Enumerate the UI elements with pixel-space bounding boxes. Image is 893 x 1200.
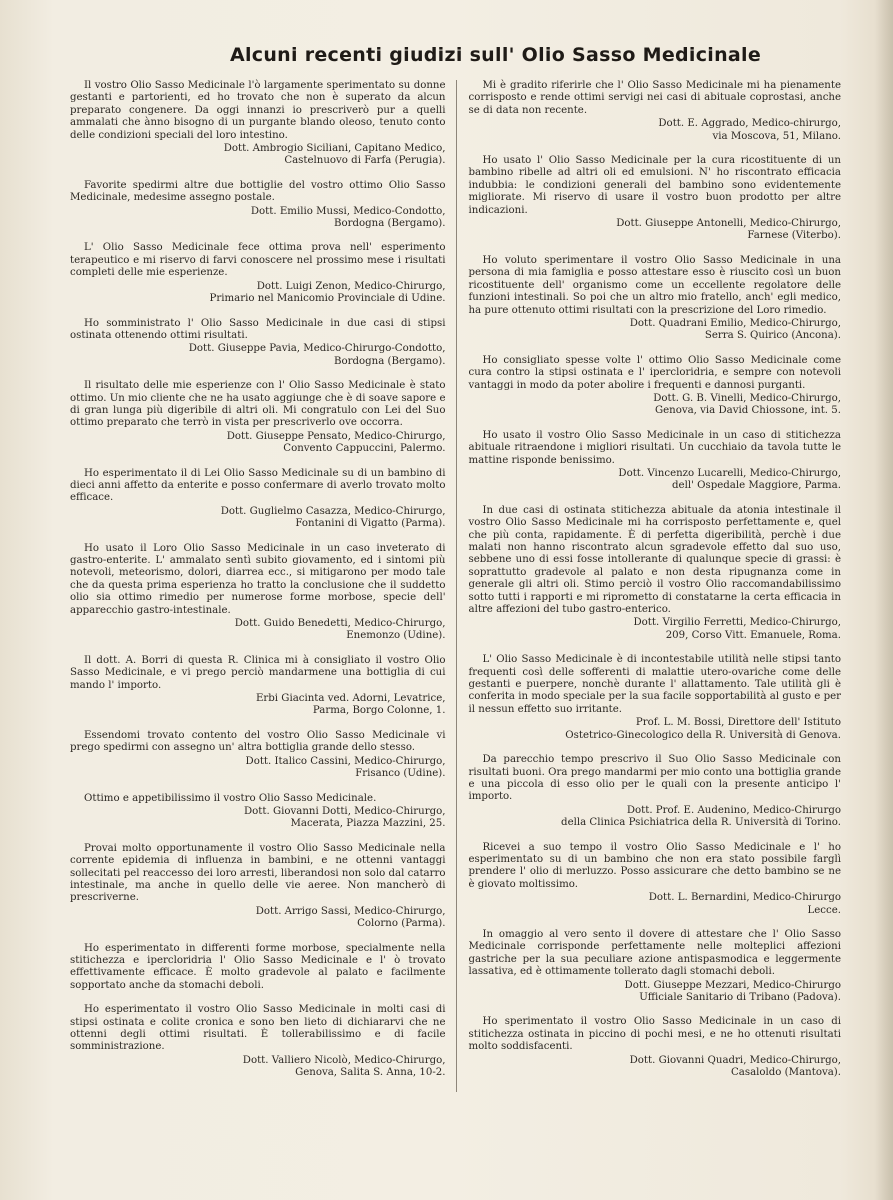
- testimonial-text: Ho sperimentato il vostro Olio Sasso Medicinale in un caso di stitichezza ostinata in piccino di pochi mesi, e ne ho ottenuti risultati molto soddisfacenti.: [468, 1016, 841, 1053]
- page-title: Alcuni recenti giudizi sull' Olio Sasso Medicinale: [229, 44, 762, 66]
- testimonial-text: Ho voluto sperimentare il vostro Olio Sasso Medicinale in una persona di mia famiglia e posso attestare esso è riuscito così un buon ricostituente dell' organismo come un eccellente regolatore delle funzioni intestinali. So poi che un altro mio fratello, anch' egli medico, ha pure ottenuto ottimi risultati con la prescrizione del Loro rimedio.: [468, 254, 841, 316]
- testimonial-place: Bordogna (Bergamo).: [333, 355, 446, 367]
- testimonial-signature: Dott. Prof. E. Audenino, Medico-Chirurgo: [626, 804, 841, 816]
- testimonial-signature: Dott. Italico Cassini, Medico-Chirurgo,: [245, 755, 446, 767]
- testimonial-signature: Dott. Emilio Mussi, Medico-Condotto,: [250, 205, 446, 217]
- testimonial-place: Frisanco (Udine).: [355, 768, 446, 780]
- testimonial-place: Fontanini di Vigatto (Parma).: [295, 518, 446, 530]
- testimonial-signature: Dott. Valliero Nicolò, Medico-Chirurgo,: [242, 1054, 446, 1066]
- testimonial-entry: [70, 730, 446, 781]
- testimonial-signature: Dott. Quadrani Emilio, Medico-Chirurgo,: [629, 317, 841, 329]
- testimonial-place: Macerata, Piazza Mazzini, 25.: [290, 818, 446, 830]
- testimonial-entry: [469, 355, 842, 418]
- testimonial-signature: Erbi Giacinta ved. Adorni, Levatrice,: [255, 693, 446, 705]
- testimonial-text: Ho esperimentato in differenti forme morbose, specialmente nella stitichezza e ipercloridria l' Olio Sasso Medicinale e l' ò trovato effettivamente efficace. È molto gradevole al palato e facilmente sopportato anche da stomachi deboli.: [70, 942, 446, 991]
- testimonial-text: Il risultato delle mie esperienze con l' Olio Sasso Medicinale è stato ottimo. Un mio cliente che ne ha usato aggiunge che è di soave sapore e di gran lunga più digeribile di altri oli. Mi congratulo con Lei del Suo ottimo preparato che terrò in vista per prescriverlo ove occorra.: [70, 380, 446, 429]
- testimonial-text: L' Olio Sasso Medicinale fece ottima prova nell' esperimento terapeutico e mi riservo di farvi conoscere nel prossimo mese i risultati completi delle mie esperienze.: [70, 242, 446, 279]
- testimonial-text: L' Olio Sasso Medicinale è di incontestabile utilità nelle stipsi tanto frequenti così delle sofferenti di malattie utero-ovariche come delle gestanti e puerpere, nonchè durante l' allattamento. Tale utilità gli è conferita in modo speciale per la sua facile sopportabilità al gusto e per il nessun effetto suo irritante.: [468, 654, 841, 715]
- testimonial-entry: [469, 929, 842, 1004]
- testimonial-entry: [70, 1004, 446, 1079]
- testimonial-signature: Dott. Ambrogio Siciliani, Capitano Medico,: [223, 143, 446, 155]
- testimonial-place: Ostetrico-Ginecologico della R. Università di Genova.: [565, 729, 841, 741]
- testimonial-entry: [70, 180, 446, 231]
- testimonial-entry: [70, 380, 446, 455]
- testimonial-text: Mi è gradito riferirle che l' Olio Sasso Medicinale mi ha pienamente corrisposto e rende ottimi servigi nei casi di abituale coprostasi, anche se di data non recente.: [468, 80, 841, 116]
- testimonial-entry: [469, 430, 842, 493]
- testimonial-signature: Dott. L. Bernardini, Medico-Chirurgo: [648, 892, 841, 904]
- testimonial-text: Ho usato l' Olio Sasso Medicinale per la cura ricostituente di un bambino ribelle ad altri oli ed emulsioni. N' ho riscontrato efficacia indubbia: le condizioni generali del bambino sono evidentemente migliorate. Mi riservo di usare il vostro buon prodotto per altre indicazioni.: [468, 155, 841, 216]
- testimonial-text: Ho somministrato l' Olio Sasso Medicinale in due casi di stipsi ostinata ottenendo ottimi risultati.: [70, 317, 446, 341]
- testimonial-entry: [469, 255, 842, 343]
- testimonial-place: Farnese (Viterbo).: [747, 230, 841, 242]
- testimonial-signature: Prof. L. M. Bossi, Direttore dell' Istituto: [635, 717, 841, 729]
- testimonial-signature: Dott. Giovanni Dotti, Medico-Chirurgo,: [244, 805, 446, 817]
- testimonial-place: della Clinica Psichiatrica della R. Università di Torino.: [561, 817, 841, 829]
- testimonial-entry: [469, 754, 842, 829]
- testimonial-place: Genova, via David Chiossone, int. 5.: [654, 405, 841, 417]
- testimonial-signature: Dott. Vincenzo Lucarelli, Medico-Chirurgo,: [618, 467, 841, 479]
- testimonial-text: Favorite spedirmi altre due bottiglie del vostro ottimo Olio Sasso Medicinale, medesime assegno postale.: [70, 179, 446, 204]
- testimonial-entry: [70, 543, 446, 643]
- testimonial-text: Essendomi trovato contento del vostro Olio Sasso Medicinale vi prego spedirmi con assegno un' altra bottiglia grande dello stesso.: [70, 729, 446, 754]
- testimonial-place: Serra S. Quirico (Ancona).: [704, 330, 841, 342]
- testimonial-place: Enemonzo (Udine).: [346, 630, 446, 642]
- testimonial-text: Ho esperimentato il vostro Olio Sasso Medicinale in molti casi di stipsi ostinata e colite cronica e sono ben lieto di dichiararvi che ne ottenni degli ottimi risultati. È tollerabilissimo e di facile somministrazione.: [70, 1004, 446, 1053]
- testimonial-signature: Dott. Arrigo Sassi, Medico-Chirurgo,: [255, 905, 446, 917]
- testimonial-entry: [469, 155, 842, 243]
- testimonial-entry: [469, 654, 842, 742]
- testimonial-place: Genova, Salita S. Anna, 10-2.: [295, 1067, 446, 1079]
- testimonial-signature: Dott. Giuseppe Pavia, Medico-Chirurgo-Condotto,: [188, 343, 446, 355]
- testimonial-entry: [70, 242, 446, 305]
- testimonial-entry: [70, 80, 446, 168]
- testimonial-place: Castelnuovo di Farfa (Perugia).: [284, 155, 446, 167]
- testimonial-signature: Dott. E. Aggrado, Medico-chirurgo,: [658, 118, 841, 130]
- testimonial-entry: [469, 505, 842, 642]
- testimonial-entry: [70, 318, 446, 369]
- testimonial-signature: Dott. Guido Benedetti, Medico-Chirurgo,: [234, 618, 446, 630]
- testimonial-place: Parma, Borgo Colonne, 1.: [312, 705, 446, 717]
- testimonial-signature: Dott. G. B. Vinelli, Medico-Chirurgo,: [653, 392, 841, 404]
- testimonial-text: Il vostro Olio Sasso Medicinale l'ò largamente sperimentato su donne gestanti e partorienti, ed ho trovato che non è superato da alcun preparato congenere. Da oggi innanzi io prescriverò pur a quelli ammalati che ànno bisogno di un purgante blando oleoso, tenuto conto delle condizioni speciali del loro intestino.: [70, 80, 446, 141]
- testimonial-entry: [70, 655, 446, 718]
- testimonial-place: Casaloldo (Mantova).: [730, 1067, 841, 1079]
- testimonial-signature: Dott. Luigi Zenon, Medico-Chirurgo,: [256, 280, 446, 292]
- testimonial-signature: Dott. Giuseppe Antonelli, Medico-Chirurgo,: [616, 218, 841, 230]
- testimonial-entry: [469, 1016, 842, 1079]
- testimonial-place: 209, Corso Vitt. Emanuele, Roma.: [665, 629, 841, 641]
- testimonial-place: Bordogna (Bergamo).: [333, 218, 446, 230]
- testimonial-entry: [469, 842, 842, 917]
- right-column: [456, 80, 842, 1092]
- testimonial-entry: [70, 943, 446, 993]
- testimonial-text: Provai molto opportunamente il vostro Olio Sasso Medicinale nella corrente epidemia di influenza in bambini, e ne ottenni vantaggi sollecitati pel reaccesso dei loro arresti, liberandosi non solo dal catarro intestinale, ma anche in quello delle vie aeree. Non mancherò di prescriverne.: [70, 842, 446, 904]
- testimonial-entry: [469, 80, 842, 143]
- testimonial-place: Primario nel Manicomio Provinciale di Udine.: [209, 293, 446, 305]
- testimonial-text: In omaggio al vero sento il dovere di attestare che l' Olio Sasso Medicinale corrisponde perfettamente nelle molteplici affezioni gastriche per la sua peculiare azione antispasmodica e leggermente lassativa, ed è ottimamente tollerato dagli stomachi deboli.: [468, 928, 841, 978]
- testimonial-signature: Dott. Giovanni Quadri, Medico-Chirurgo,: [629, 1054, 841, 1066]
- testimonial-columns: [70, 80, 841, 1092]
- testimonial-text: Ho consigliato spesse volte l' ottimo Olio Sasso Medicinale come cura contro la stipsi ostinata e l' ipercloridria, e sempre con notevoli vantaggi in modo da poter abolire i frequenti e dannosi purganti.: [468, 354, 841, 391]
- testimonial-place: Convento Cappuccini, Palermo.: [283, 443, 446, 455]
- testimonial-place: dell' Ospedale Maggiore, Parma.: [672, 480, 841, 492]
- testimonial-signature: Dott. Giuseppe Pensato, Medico-Chirurgo,: [226, 430, 446, 442]
- testimonial-text: Il dott. A. Borri di questa R. Clinica mi à consigliato il vostro Olio Sasso Medicinale, e vi prego perciò mandarmene una bottiglia di cui mando l' importo.: [70, 654, 446, 691]
- testimonial-place: Lecce.: [807, 904, 841, 916]
- left-column: [70, 80, 456, 1092]
- testimonial-text: Ottimo e appetibilissimo il vostro Olio Sasso Medicinale.: [84, 792, 377, 804]
- testimonial-entry: [70, 843, 446, 931]
- testimonial-signature: Dott. Giuseppe Mezzari, Medico-Chirurgo: [624, 979, 841, 991]
- testimonial-place: via Moscova, 51, Milano.: [712, 130, 841, 142]
- testimonial-text: Ricevei a suo tempo il vostro Olio Sasso Medicinale e l' ho esperimentato su di un bambino che non era stato possibile farglì prendere l' olio di merluzzo. Posso assicurare che detto bambino se ne è giovato moltissimo.: [468, 841, 841, 890]
- testimonial-text: Ho usato il Loro Olio Sasso Medicinale in un caso inveterato di gastro-enterite. L' ammalato sentì subito giovamento, ed i sintomi più notevoli, meteorismo, dolori, diarrea ecc., si mitigarono per modo tale che da questa prima esperienza ho tratto la conclusione che il suddetto olio sia ottimo rimedio per numerose forme morbose, specie dell' apparecchio gastro-intestinale.: [70, 542, 446, 616]
- testimonial-entry: [70, 468, 446, 531]
- testimonial-text: Da parecchio tempo prescrivo il Suo Olio Sasso Medicinale con risultati buoni. Ora prego mandarmi per mio conto una bottiglia grande e una piccola di esso olio per le quali con la presente anticipo l' importo.: [468, 754, 841, 803]
- testimonial-entry: [70, 793, 446, 831]
- testimonial-text: In due casi di ostinata stitichezza abituale da atonia intestinale il vostro Olio Sasso Medicinale mi ha corrisposto perfettamente e, quel che più conta, rapidamente. È di perfetta digeribilità, perchè i due malati non hanno riscontrato alcun sgradevole effetto dal suo uso, sebbene uno di essi fosse intollerante di qualunque specie di grassi: è soprattutto gradevole al palato e non desta ripugnanza come in generale gli altri oli. Stimo perciò il vostro Olio raccomandabilissimo sotto tutti i rapporti e mi riprometto di constatarne la certa efficacia in altre affezioni del tubo gastro-enterico.: [468, 504, 841, 616]
- testimonial-text: Ho esperimentato il di Lei Olio Sasso Medicinale su di un bambino di dieci anni affetto da enterite e posso confermare di averlo trovato molto efficace.: [70, 467, 446, 504]
- testimonial-signature: Dott. Virgilio Ferretti, Medico-Chirurgo,: [633, 617, 841, 629]
- testimonial-signature: Dott. Guglielmo Casazza, Medico-Chirurgo,: [220, 505, 446, 517]
- testimonial-place: Ufficiale Sanitario di Tribano (Padova).: [639, 992, 841, 1003]
- testimonial-text: Ho usato il vostro Olio Sasso Medicinale in un caso di stitichezza abituale ritraendone i migliori risultati. Un cucchiaio da tavola tutte le mattine risponde benissimo.: [468, 429, 841, 466]
- testimonial-place: Colorno (Parma).: [357, 918, 446, 930]
